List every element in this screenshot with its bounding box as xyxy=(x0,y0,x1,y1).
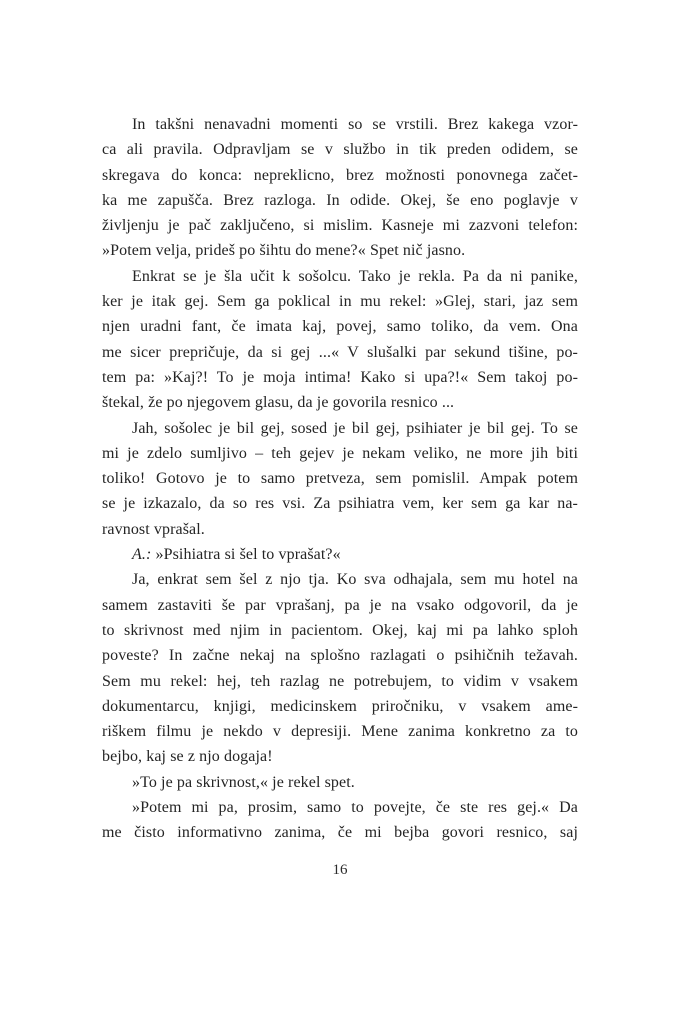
text-line: mi je zdelo sumljivo – teh gejev je nekam veliko, ne more jih biti xyxy=(102,444,578,462)
text-line: Sem mu rekel: hej, teh razlag ne potrebujem, to vidim v vsakem xyxy=(102,672,578,690)
paragraph xyxy=(102,770,578,795)
speaker-label: A.: xyxy=(132,546,152,564)
text-line: ker je itak gej. Sem ga poklical in mu rekel: »Glej, stari, jaz sem xyxy=(102,293,578,311)
text-line: dokumentarcu, knjigi, medicinskem priročniku, v vsakem ame- xyxy=(102,697,578,715)
text-line: se je izkazalo, da so res vsi. Za psihiatra vem, ker sem ga kar na- xyxy=(102,495,578,513)
text-line: riškem filmu je nekdo v depresiji. Mene zanima konkretno za to xyxy=(102,723,578,741)
text-line: »Potem velja, prideš po šihtu do mene?« Spet nič jasno. xyxy=(102,242,466,260)
paragraph xyxy=(102,416,578,542)
text-line: »Potem mi pa, prosim, samo to povejte, če ste res gej.« Da xyxy=(132,799,578,817)
paragraph xyxy=(102,264,578,416)
text-line: In takšni nenavadni momenti so se vrstili. Brez kakega vzor- xyxy=(132,116,578,133)
text-line: Jah, sošolec je bil gej, sosed je bil gej, psihiater je bil gej. To se xyxy=(132,419,578,437)
text-block xyxy=(102,112,578,846)
text-line: toliko! Gotovo je to samo pretveza, sem pomislil. Ampak potem xyxy=(102,470,578,488)
paragraph xyxy=(102,795,578,846)
text-line: to skrivnost med njim in pacientom. Okej, kaj mi pa lahko sploh xyxy=(102,621,578,639)
text-line: bejbo, kaj se z njo dogaja! xyxy=(102,748,273,766)
text-line: njen uradni fant, če imata kaj, povej, samo toliko, da vem. Ona xyxy=(102,318,578,336)
text-line: me čisto informativno zanima, če mi bejba govori resnico, saj xyxy=(102,824,578,842)
page-number: 16 xyxy=(332,862,348,878)
dialogue-text: »Psihiatra si šel to vprašat?« xyxy=(151,546,341,564)
text-line: ca ali pravila. Odpravljam se v službo in tik preden odidem, se xyxy=(102,141,578,159)
paragraph xyxy=(102,112,578,264)
text-line: »To je pa skrivnost,« je rekel spet. xyxy=(132,773,355,791)
paragraph xyxy=(102,542,578,567)
text-line: Ja, enkrat sem šel z njo tja. Ko sva odhajala, sem mu hotel na xyxy=(132,571,578,589)
text-line: štekal, že po njegovem glasu, da je govorila resnico ... xyxy=(102,394,455,412)
text-line: poveste? In začne nekaj na splošno razlagati o psihičnih težavah. xyxy=(102,647,578,665)
text-line: tem pa: »Kaj?! To je moja intima! Kako si upa?!« Sem takoj po- xyxy=(102,368,578,386)
text-line: ka me zapušča. Brez razloga. In odide. Okej, še eno poglavje v xyxy=(102,191,578,209)
text-line: življenju je pač zaključeno, si mislim. Kasneje mi zazvoni telefon: xyxy=(102,217,578,235)
paragraph xyxy=(102,567,578,769)
text-line: ravnost vprašal. xyxy=(102,520,205,538)
text-line xyxy=(102,542,578,567)
text-line: me sicer prepričuje, da si gej ...« V slušalki par sekund tišine, po- xyxy=(102,343,578,361)
text-line: Enkrat se je šla učit k sošolcu. Tako je rekla. Pa da ni panike, xyxy=(132,267,578,285)
text-line: skregava do konca: nepreklicno, brez možnosti ponovnega začet- xyxy=(102,166,578,184)
text-line: samem zastaviti še par vprašanj, pa je na vsako odgovoril, da je xyxy=(102,596,578,614)
